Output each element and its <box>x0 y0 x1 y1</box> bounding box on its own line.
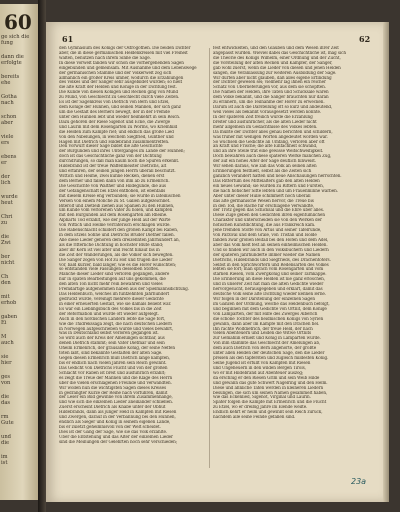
previous-page-fragment <box>1 454 38 467</box>
previous-page-fragment <box>1 334 38 347</box>
text-line: der germanischen Stämme und der Völkerwelt zog sich <box>59 70 172 75</box>
page-edge <box>383 22 389 502</box>
fragment-word: das <box>1 400 11 407</box>
text-line: von Lamparten, der mit Hilfe des Zwerges Alberich <box>213 311 318 316</box>
previous-page-fragment <box>1 314 38 327</box>
text-line: vielen Abenteuern und Leiden die Witwe Ortnits <box>213 331 312 336</box>
text-line: gänzlich verändert hatten und neue Anschauungen herrschten. <box>213 173 342 178</box>
folio-mark: 23a <box>351 477 367 486</box>
text-line: Und so finden wir auch in den Volksbüchern und Liedern <box>213 247 329 252</box>
text-line: Die Namen der Helden, ihre Taten und Schicksale waren <box>213 90 329 95</box>
previous-page-fragment <box>1 234 38 247</box>
text-line: breiter und ausführlicher, als die alten Lieder nicht <box>213 119 317 124</box>
text-line: wo er mit Hildebrand auf Abenteuer auszog; <box>213 370 304 375</box>
text-line: Alle diese Lieder gehören dem dreizehnten Jahrhundert an, <box>59 237 180 242</box>
fragment-word: Gute <box>1 420 14 427</box>
text-line: Auch in den nordischen Ländern lebte die Sage fort, <box>59 316 166 321</box>
fragment-word: ge sich die <box>1 34 30 40</box>
text-line: im Ganzen der Ordnung, welche das Heldenbuch befolgt, <box>213 301 330 306</box>
text-line: und in unserer Zeit hat man die alten Gedichte wieder <box>213 282 324 287</box>
text-line: in gedrängter Kürze der Reihe nach vorführen, damit <box>59 390 168 395</box>
fragment-word: wurde <box>1 194 18 200</box>
text-line: der Reformation und wurde oft wieder aufgelegt. <box>59 311 159 316</box>
text-line: besungen, die sich um seinen Namen gesammelt haben, <box>213 390 328 395</box>
fragment-word: nach <box>1 100 14 107</box>
text-line: fanden zwar großen Beifall bei den Höfen und dem Adel, <box>213 237 329 242</box>
text-line: und an ihre Stelle trat eine gewisse Weitschweifigkeit. <box>213 149 324 154</box>
previous-page-fragment <box>1 374 38 387</box>
text-line: Schatz von Überlieferungen vor, aus dem sie schöpften. <box>213 85 327 90</box>
text-line: Die Sänger zogen von Hof zu Hof und trugen die Lieder <box>59 257 173 262</box>
text-line: aber ihr Kern ist viel älter und reicht hinauf bis in <box>59 247 160 252</box>
text-line: aber, die in diese germanischen Heldenkreisen mit viel Freiheit <box>59 50 188 55</box>
text-line: der Leser ein Bild gewinne von ihrem Zusammenhange, <box>59 395 173 400</box>
text-line: und erfahren, der seinen jungen Herrn überall beschützt. <box>59 169 176 174</box>
previous-page-fragment <box>1 154 38 167</box>
text-line: gewann, dann aber im Kampfe mit den Drachen fiel. <box>213 321 320 326</box>
text-line: Hildebrands, dann als junger Held in Kämpfen mit Riesen <box>59 410 177 415</box>
text-line: Selbst in den Sprichwörtern und Redensarten des Volkes <box>213 262 329 267</box>
text-line: Charakter und unterscheiden sie von den Werken der <box>213 218 322 223</box>
text-line: deutsche Volk seine alte Dichtung wieder kennen lerne. <box>213 292 327 297</box>
text-line: Wir folgen in der Darstellung der einzelnen Sagen <box>213 297 315 302</box>
previous-page-fragment <box>1 114 38 127</box>
text-line: In diese Vorwelt fanden wir schon die vorhergehenden Sagen <box>59 60 184 65</box>
text-line: in einer erneuerten Gestalt, wie sie damals beliebt war. <box>59 301 172 306</box>
text-line: zu Mund, von Geschlecht zu Geschlecht durch viele Zeiten. <box>59 95 180 100</box>
page-number-right: 62 <box>359 34 371 44</box>
text-line: Es ist der Sagenkreis von Dietrich von Bern und Etzel, <box>59 100 170 105</box>
text-line: Die Geschichte von Walther und Hildegunde, die aus <box>59 183 166 188</box>
text-line: um die Gestalt des Berners bewegt, der in der Fremde <box>59 109 170 114</box>
text-line: gab wohl zuerst, wenn die Lieder von diesen und jenen Helden <box>213 65 341 70</box>
text-line: dem Könige der Hunnen, und seinen Mannen, der sich ganz <box>59 105 181 110</box>
text-line: so entstanden viele Fassungen desselben Stoffes. <box>59 267 159 272</box>
text-line: zu erinnern, um die Teilnahme der Hörer zu erwecken. <box>213 100 325 105</box>
text-line: Dietrichs, Hildebrands und Siegfrieds, des Drachentöters. <box>213 257 331 262</box>
text-line: was in Deutschland selbst verloren gegangen ist. <box>59 331 159 336</box>
text-line: Biterolf und Dietleib ziehen aus Spanien zu den Hunnen, <box>59 203 175 208</box>
text-line: die Helden zum Kampfe rief; und endlich das große Lied <box>59 129 174 134</box>
text-line: Alpharts Tod erzählt, wie der junge Held auf der Warte <box>59 218 171 223</box>
fragment-word: Zwi <box>1 240 11 247</box>
previous-page-fragment <box>1 174 38 187</box>
text-line: als die ritterliche Dichtung in höchster Blüte stand; <box>59 242 164 247</box>
fragment-word: hier <box>1 360 12 367</box>
text-line: nachdem alle seine Feinde gefallen sind. <box>213 415 296 420</box>
text-line: Darum ist auch die Darstellung oft so kurz und andeutend, <box>213 105 333 110</box>
text-line: des Volkes und der Sänger sehr ausgebildet wurden; so hielt <box>59 80 183 85</box>
previous-page-fragment <box>1 414 38 427</box>
text-line: dem Berner und fallen dann von ihm ab zu Ermenrich. <box>59 178 170 183</box>
text-line: nur in späten Bearbeitungen auf uns gekommen, die <box>59 277 166 282</box>
text-line: Jene fremden Stoffe von Artus und seiner Tafelrunde, <box>213 228 322 233</box>
text-line: der Trotz gegen das Schicksal und die Ehre über alles. <box>213 208 324 213</box>
fragment-word: der <box>1 174 10 180</box>
text-line: mehr allgemein im Gedächtnisse des Volkes lebten. <box>213 124 318 129</box>
text-line: über die vielen erschlagenen Freunde und Verwandten. <box>59 380 172 385</box>
previous-page-fragment <box>1 214 38 227</box>
text-line: die nach höfischer Sitte lebten und um Frauenminne warben. <box>213 188 338 193</box>
text-line: Den Vorwurf dieser Sage bildet die alte Geschichte <box>59 144 163 149</box>
previous-page-fragment <box>1 394 38 407</box>
text-line: den alten Ton nicht mehr rein bewahren und vieles <box>59 282 163 287</box>
text-line: weil vieles als bekannt vorausgesetzt werden konnte. <box>213 109 322 114</box>
text-line: bis er zuletzt geheimnisvoll von der Welt scheidet. <box>59 424 161 429</box>
text-line: mit diesem Kreise eng verbunden; sie wurde in lateinischen <box>59 193 181 198</box>
text-line: die alte Kraft der Helden und Könige in der Dichtung fest. <box>59 85 177 90</box>
text-line: fest entwickelten, und den Glauben und dem Wesen ihrer Zeit <box>213 46 339 50</box>
fragment-word: ist <box>1 460 8 467</box>
text-line: unter allen Helden der deutschen Sage, den die Lieder <box>213 351 325 356</box>
text-line: Versen von einem Mönche zu St. Gallen aufgezeichnet. <box>59 198 171 203</box>
fragment-word: schon <box>1 114 17 120</box>
text-line: Aber unter dieser Hülle schimmert noch überall <box>213 193 311 198</box>
fragment-word: und <box>1 434 12 440</box>
text-line: endlich als Sieger und König in seinem eigenen Lande, <box>59 420 171 425</box>
text-column-left <box>59 46 205 472</box>
text-line: die Theorie des Königs Wilhelm, einer Ordnung und der Zucht, <box>213 55 341 60</box>
text-line: Da mußte der Dichter alles genau berichten und schildern, <box>213 129 333 134</box>
text-line: dem auch Dietrich von Bern angehörte, der größte <box>213 346 317 351</box>
text-line: denen Dietrich stammt; sein Vater Dietmar und sein <box>59 341 165 346</box>
fragment-word: ers <box>1 140 10 147</box>
text-line: und wie sich die einzelnen Lieder aneinander schließen. <box>59 400 173 405</box>
previous-page-number: 60 <box>4 10 32 34</box>
text-line: die Zeit der Wanderungen, als die Völker sich bewegten. <box>59 252 174 257</box>
text-line: Hildebrand ist der treue Waffenmeister Dietrichs, alt <box>59 164 167 169</box>
text-line: Über die Entstehung und das Alter der einzelnen Lieder <box>59 434 173 439</box>
previous-page-fragment <box>1 434 38 447</box>
fragment-word: bereits <box>1 74 20 80</box>
text-line: aber das Volk hielt fest an seinen einheimischen Helden. <box>213 242 328 247</box>
fragment-word: von <box>1 380 11 387</box>
text-line: Wir sehen daraus, wie zäh das Volk an seinen alten <box>213 164 317 169</box>
text-line: Hagen mit Dietrich und Hildebrand zusammentreffen. <box>59 139 170 144</box>
text-line: Gegen diesen Ermenrich muß Dietrich lange kämpfen, <box>59 356 170 361</box>
text-line: eingebunden und gemeinsam. Mit Ausnahme und dem Lebenswege <box>59 65 197 70</box>
previous-page-fragment <box>1 354 38 367</box>
text-line: hervorgesucht, herausgegeben und erklärt, damit das <box>213 287 323 292</box>
text-line: walten, benutzen nach ihrem Sinne die Sage. <box>59 55 151 60</box>
fragment-word: die <box>1 440 10 447</box>
fragment-word: die <box>1 394 10 400</box>
fragment-word: Ch <box>1 274 9 280</box>
text-line: der auf ein hohes Alter der Sage deutlich hinweist. <box>213 159 317 164</box>
text-line: von Wittich und Heime verräterisch erschlagen wurde. <box>59 223 171 228</box>
text-line: Diese und ähnliche Taten werden in kleineren Liedern <box>213 385 324 390</box>
fragment-word: Ei <box>1 320 7 327</box>
text-line: allmählich ein großer Kreis umher, wodurch die Erzählungen <box>59 75 184 80</box>
previous-page-edge <box>0 4 38 500</box>
text-line: was früher mit wenigen Worten angedeutet worden war. <box>213 134 328 139</box>
text-line: Seine Jugend ist erfüllt von Kämpfen mit Riesen <box>213 361 311 365</box>
fragment-word: sie <box>1 354 9 360</box>
previous-page-fragment <box>1 194 38 207</box>
text-line: Das Gedicht von Dietrichs Flucht und von der großen <box>59 365 168 370</box>
previous-page-fragment <box>1 274 38 287</box>
column-divider <box>209 48 210 468</box>
text-line: Wir wollen nun die wichtigsten Sagen dieses Kreises <box>59 385 166 390</box>
text-line: Wir dürfen aber nicht glauben, daß alles eigene Erfindung <box>213 75 332 80</box>
text-line: und Ungeheuern in den wilden Bergen Tirols, <box>213 365 306 370</box>
page-number-left: 61 <box>62 34 74 44</box>
previous-page-fragment <box>1 54 38 67</box>
text-line: wie die Thidrekssaga zeigt, die nach deutschen Liedern <box>59 321 172 326</box>
fragment-word: Chri <box>1 214 13 220</box>
text-line: Manche dieser Lieder sind verloren gegangen, andere <box>59 272 170 277</box>
text-line: der Gefangenschaft bei Etzel entflohen, ist ebenfalls <box>59 188 166 193</box>
text-line: Doch bewahren auch diese späteren Werke manchen Zug, <box>213 154 332 159</box>
fragment-word: im <box>1 454 8 460</box>
text-line: starken Riesen, vom Zwergkönig und seiner Tarnkappe. <box>213 272 327 277</box>
text-line: an Kraft und Frische; die alte Einfachheit schwand, <box>213 144 318 149</box>
text-line: da erschlug er den Riesen Grim und sein Weib Hilde <box>213 375 320 380</box>
fragment-word: heut <box>1 200 13 207</box>
text-line: der Burgunden und ihres Unterganges im Lande der Hunnen; <box>59 149 185 154</box>
fragment-word: ehe <box>1 80 11 87</box>
fragment-word: mit <box>1 294 10 300</box>
fragment-word: fung <box>1 40 13 47</box>
text-line: vor, bald kürzer, bald länger, wie es die Hörer wünschten; <box>59 262 177 267</box>
text-line: gedruckt wurde, vereinigt mehrere dieser Gedichte <box>59 297 164 302</box>
fragment-word: aber <box>1 120 13 127</box>
fragment-word: nicht <box>1 260 15 267</box>
text-line: durchdrungen, so daß man kaum noch die Spuren erkennt. <box>59 159 180 164</box>
fragment-word: ges <box>1 374 11 380</box>
text-line: Die Rabenschlacht schildert den großen Kampf bei Raben, <box>59 228 179 233</box>
previous-page-fragment <box>1 74 38 87</box>
fragment-word: gaben <box>1 314 18 320</box>
text-line: in dem Etzels Söhne und Dietrichs Bruder Diether fallen. <box>59 233 175 238</box>
text-line: Wittich und Heime, zwei kühne Recken, dienen erst <box>59 173 165 178</box>
text-line: In der späteren Zeit freilich wurde die Erzählung <box>213 114 313 119</box>
text-line: höfischen Kunstdichtung, die aus Frankreich kam. <box>213 223 316 228</box>
text-line: Schlacht vor Raben ist breit und ausführlich erzählt; <box>59 370 166 375</box>
fragment-word: die <box>1 234 10 240</box>
text-line: angepasst wurden. Wieviel dabei das Geschichtliche ist, mag sich <box>213 50 346 55</box>
fragment-word: lich <box>1 180 11 187</box>
text-line: und Zwergen, darauf in der Verbannung bei den Hunnen, <box>59 415 176 420</box>
text-line: Diese Züge geben den Gedichten ihren eigentümlichen <box>213 213 325 218</box>
text-line: Von ihm stammte das Geschlecht der Amelungen ab, <box>213 341 321 346</box>
text-line: der späteren Jahrhunderte immer wieder die Namen <box>213 252 321 257</box>
text-line: bis er endlich nach vielen Jahren sein Reich gewinnt. <box>59 361 167 365</box>
fragment-word: auch <box>1 340 14 347</box>
fragment-word: rm <box>1 414 9 420</box>
previous-page-fragment <box>1 294 38 307</box>
text-line: dem Volke bekannt, und die Sänger brauchten nur daran <box>213 95 329 100</box>
fragment-word: ebens <box>1 154 17 160</box>
text-line: die schöne Tochter des heidnischen Königs von Syrien <box>213 316 324 321</box>
previous-page-fragment <box>1 254 38 267</box>
text-line: ein neues Gewand; sie wurden zu Rittern und Fürsten, <box>213 183 324 188</box>
text-line: Erinnerungen festhielt, selbst als die Zeiten sich <box>213 169 312 174</box>
text-line: in Norwegen aufgeschrieben wurde und vieles bewahrt, <box>59 326 174 331</box>
text-line: Die Kunde von diesen Königen und Recken ging von Mund <box>59 90 179 95</box>
previous-page-fragment <box>1 94 38 107</box>
fragment-word: viele <box>1 134 14 140</box>
text-line: es zeigt die Treue der Mannen und die Klage des Herrn <box>59 375 173 380</box>
text-line: von den Nibelungen, in welchem Siegfried, Gunther und <box>59 134 174 139</box>
fragment-word: M <box>1 334 7 340</box>
text-line: Später folgen die Kämpfe mit Ermenrich und die Flucht <box>213 400 327 405</box>
text-column-right <box>213 46 359 472</box>
text-line: der Dichter gewesen sei; vielmehr lag ihnen ein reicher <box>213 80 326 85</box>
text-line: Fremdartige aufgenommen haben aus der Spielmannsdichtung. <box>59 287 189 292</box>
text-line: Das Rittertum des Mittelalters gab den alten Helden <box>213 178 320 183</box>
previous-page-fragment <box>1 34 38 47</box>
fragment-word: Gotha <box>1 94 17 100</box>
text-line: und gewann das gute Schwert Nagelring und den Helm. <box>213 380 328 385</box>
text-line: Dazu gehören der Riese Sigenot und Ecke, die Zwerge <box>59 119 171 124</box>
text-line: die Vorstellung der alten Recken und Kämpfer, der Sänger, <box>213 60 333 65</box>
text-line: Zuerst erscheint Dietrich als Knabe unter der Obhut <box>59 405 166 410</box>
text-line: Dies ist der Gang der Sage, wie sie das Volk erzählte. <box>59 429 168 434</box>
text-line: Es war ein Lieblingsbuch des Volkes bis in die Zeit <box>59 306 162 311</box>
text-line: unter den Hunnen lebt und wieder heimkehrt in sein Reich. <box>59 114 181 119</box>
text-line: So wird auch der Kreis der Amelungen sichtbar, aus <box>59 336 165 341</box>
text-line: wie das Eckenlied, Sigenot, Virginal und Laurin. <box>213 395 311 400</box>
fragment-word: den <box>1 280 11 287</box>
text-line: sind die Meinungen der Gelehrten noch sehr verschieden; <box>59 439 178 444</box>
text-line: in den Tod, die Rache für erschlagene Verwandte, <box>213 203 315 208</box>
text-line: töten läßt, sind bekannte Gestalten der alten Sage. <box>59 351 163 356</box>
text-line: lebten sie fort; man sprach vom Rosengarten und vom <box>213 267 324 272</box>
text-line: zur Gemahlin erhielt und König in Lamparten wurde. <box>213 336 321 341</box>
text-line: doch ist das Geschichtliche ganz von der Dichtung <box>59 154 162 159</box>
fragment-word: erhob <box>1 300 17 307</box>
previous-page-fragment <box>1 134 38 147</box>
text-line: um Kunde vom verlorenen Vater zu holen, und kämpfen <box>59 208 173 213</box>
text-line: von Parzival und dem Grale, von Tristan und Isolde <box>213 233 317 238</box>
text-line: Endlich kehrt er heim und gewinnt sein Reich zurück, <box>213 410 323 415</box>
fragment-word: ber <box>1 254 10 260</box>
book-gutter <box>38 0 46 512</box>
fragment-word: dann die <box>1 54 24 60</box>
fragment-word: er <box>1 160 7 167</box>
text-line: So wuchsen die Gedichte an Umfang, verloren aber oft <box>213 139 325 144</box>
fragment-word: erfolgte <box>1 60 22 67</box>
text-line: das alte germanische Wesen hervor, die Treue bis <box>213 198 314 203</box>
text-line: Das Heldenbuch, welches im fünfzehnten Jahrhundert <box>59 292 170 297</box>
text-line: sangen, die Veranlassung zur weiteren Ausbildung der Sage. <box>213 70 337 75</box>
text-line: zu Etzel, wo er dreißig Jahre im Elende weilte. <box>213 405 308 410</box>
text-line: mit den Burgunden auf dem Rosengarten am Rheine. <box>59 213 168 218</box>
text-line: den Gymnasium des Königs der Ostrogothen. Die beiden Dichter <box>59 46 191 50</box>
text-line: und beginnen mit dem Gedichte von Ortnit, dem Könige <box>213 306 327 311</box>
fragment-word: zu <box>1 220 8 227</box>
text-line: Die Erinnerung an diese Helden ist nie ganz erloschen, <box>213 277 325 282</box>
text-line: Oheim Ermenrich, der grausame König, der seine Neffen <box>59 346 175 351</box>
text-line: preisen als den tapfersten und zugleich mildesten König. <box>213 356 329 361</box>
text-line: Ihn rächte Wolfdietrich, der treue Held, der nach <box>213 326 313 331</box>
text-line: und Laurin mit dem Rosengarten zu Worms, wo Kriemhild <box>59 124 178 129</box>
